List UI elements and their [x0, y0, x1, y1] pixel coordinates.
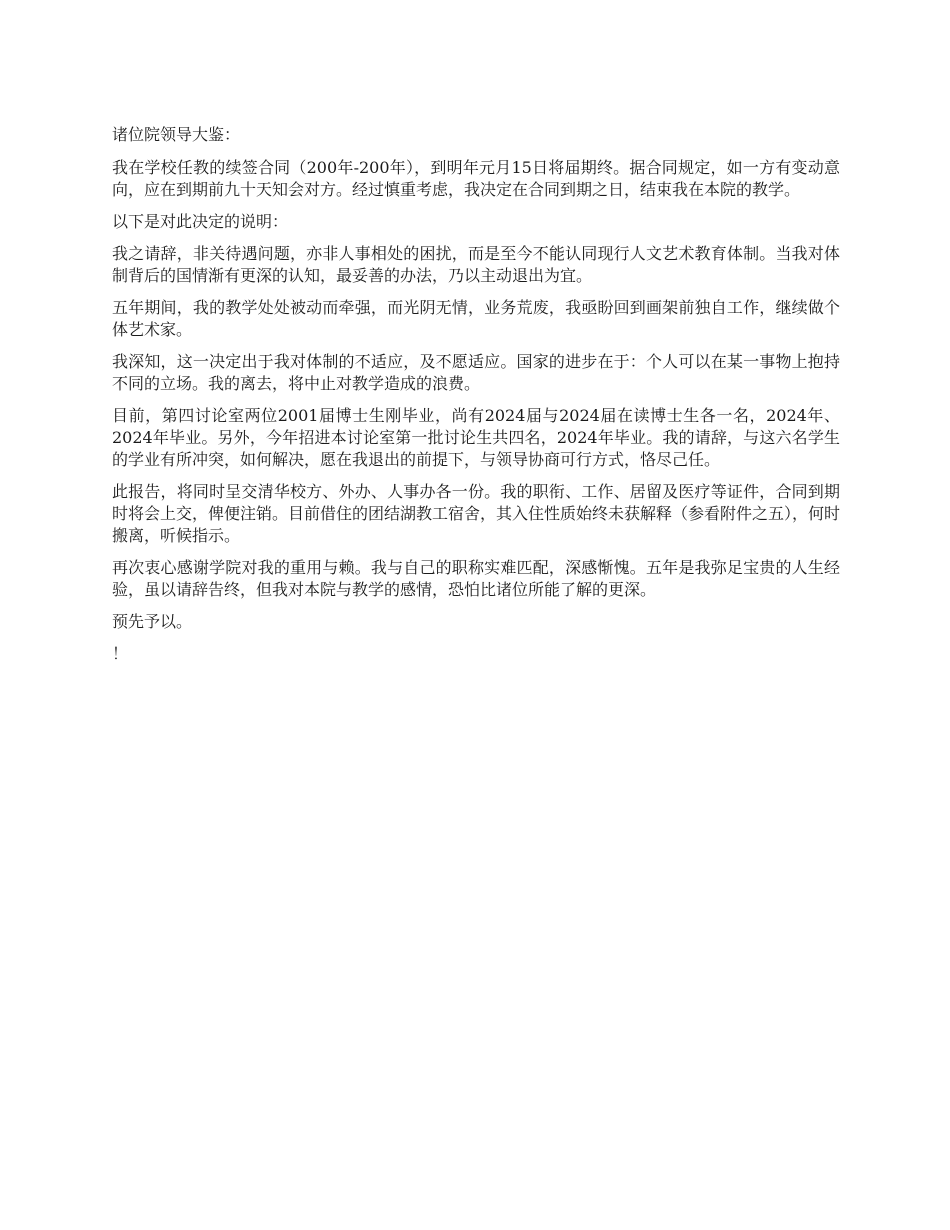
paragraph-explanation-intro: 以下是对此决定的说明： [112, 212, 289, 231]
closing-mark: ！ [112, 644, 129, 663]
paragraph-thanks-in-advance: 预先予以。 [112, 612, 193, 631]
paragraph-contract-notice: 我在学校任教的续签合同（200年-200年），到明年元月15日将届期终。据合同规定，如一方有变动意向，应在到期前九十天知会对方。经过慎重考虑，我决定在合同到期之日，结束我在本院的教学。 [112, 158, 840, 199]
salutation: 诸位院领导大鉴： [112, 125, 241, 144]
paragraph-report-copies: 此报告，将同时呈交清华校方、外办、人事办各一份。我的职衔、工作、居留及医疗等证件，合同到期时将会上交，俾便注销。目前借住的团结湖教工宿舍，其入住性质始终未获解释（参看附件之五），何时搬离，听候指示。 [112, 482, 841, 545]
paragraph-five-years: 五年期间，我的教学处处被动而牵强，而光阴无情，业务荒废，我亟盼回到画架前独自工作，继续做个体艺术家。 [112, 298, 840, 339]
letter-body [112, 124, 840, 675]
paragraph-students: 目前，第四讨论室两位2001届博士生刚毕业，尚有2024届与2024届在读博士生各一名，2024年、2024年毕业。另外，今年招进本讨论室第一批讨论生共四名，2024年毕业。我的请辞，与这六名学生的学业有所冲突，如何解决，愿在我退出的前提下，与领导协商可行方式，恪尽己任。 [112, 406, 840, 469]
paragraph-self-awareness: 我深知，这一决定出于我对体制的不适应，及不愿适应。国家的进步在于：个人可以在某一事物上抱持不同的立场。我的离去，将中止对教学造成的浪费。 [112, 352, 840, 393]
paragraph-resignation-reason: 我之请辞，非关待遇问题，亦非人事相处的困扰，而是至今不能认同现行人文艺术教育体制。当我对体制背后的国情渐有更深的认知，最妥善的办法，乃以主动退出为宜。 [112, 244, 840, 285]
paragraph-gratitude: 再次衷心感谢学院对我的重用与赖。我与自己的职称实难匹配，深感惭愧。五年是我弥足宝贵的人生经验，虽以请辞告终，但我对本院与教学的感情，恐怕比诸位所能了解的更深。 [112, 558, 840, 599]
